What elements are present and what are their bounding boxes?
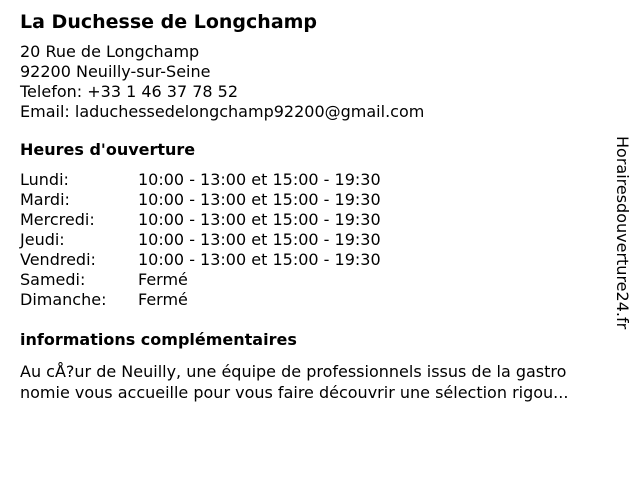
address-street: 20 Rue de Longchamp [20, 42, 200, 61]
hours-day: Vendredi: [20, 250, 96, 269]
business-name: La Duchesse de Longchamp [20, 11, 318, 33]
description-line-1: Au cÅ?ur de Neuilly, une équipe de professionnels issus de la gastro [20, 362, 567, 381]
hours-row-thursday [20, 230, 610, 250]
hours-time: Fermé [138, 290, 188, 309]
additional-info-heading: informations complémentaires [20, 330, 297, 349]
hours-day: Mercredi: [20, 210, 95, 229]
description-text [20, 361, 620, 403]
hours-row-monday [20, 170, 610, 190]
email-address: Email: laduchessedelongchamp92200@gmail.com [20, 102, 425, 121]
business-card [20, 8, 610, 403]
site-watermark: Horairesdouverture24.fr [613, 136, 632, 330]
hours-day: Samedi: [20, 270, 86, 289]
hours-time: 10:00 - 13:00 et 15:00 - 19:30 [138, 230, 381, 249]
hours-row-friday [20, 250, 610, 270]
description-line-2: nomie vous accueille pour vous faire découvrir une sélection rigou... [20, 383, 569, 402]
hours-time: 10:00 - 13:00 et 15:00 - 19:30 [138, 170, 381, 189]
hours-time: 10:00 - 13:00 et 15:00 - 19:30 [138, 250, 381, 269]
address-city: 92200 Neuilly-sur-Seine [20, 62, 211, 81]
hours-day: Jeudi: [20, 230, 65, 249]
hours-day: Dimanche: [20, 290, 107, 309]
hours-time: 10:00 - 13:00 et 15:00 - 19:30 [138, 190, 381, 209]
hours-row-sunday [20, 290, 610, 310]
hours-day: Lundi: [20, 170, 69, 189]
hours-row-saturday [20, 270, 610, 290]
hours-time: Fermé [138, 270, 188, 289]
hours-row-tuesday [20, 190, 610, 210]
hours-row-wednesday [20, 210, 610, 230]
hours-time: 10:00 - 13:00 et 15:00 - 19:30 [138, 210, 381, 229]
phone-number: Telefon: +33 1 46 37 78 52 [20, 82, 239, 101]
opening-hours-table [20, 170, 610, 310]
contact-block [20, 42, 610, 122]
hours-day: Mardi: [20, 190, 70, 209]
opening-hours-heading: Heures d'ouverture [20, 140, 196, 159]
